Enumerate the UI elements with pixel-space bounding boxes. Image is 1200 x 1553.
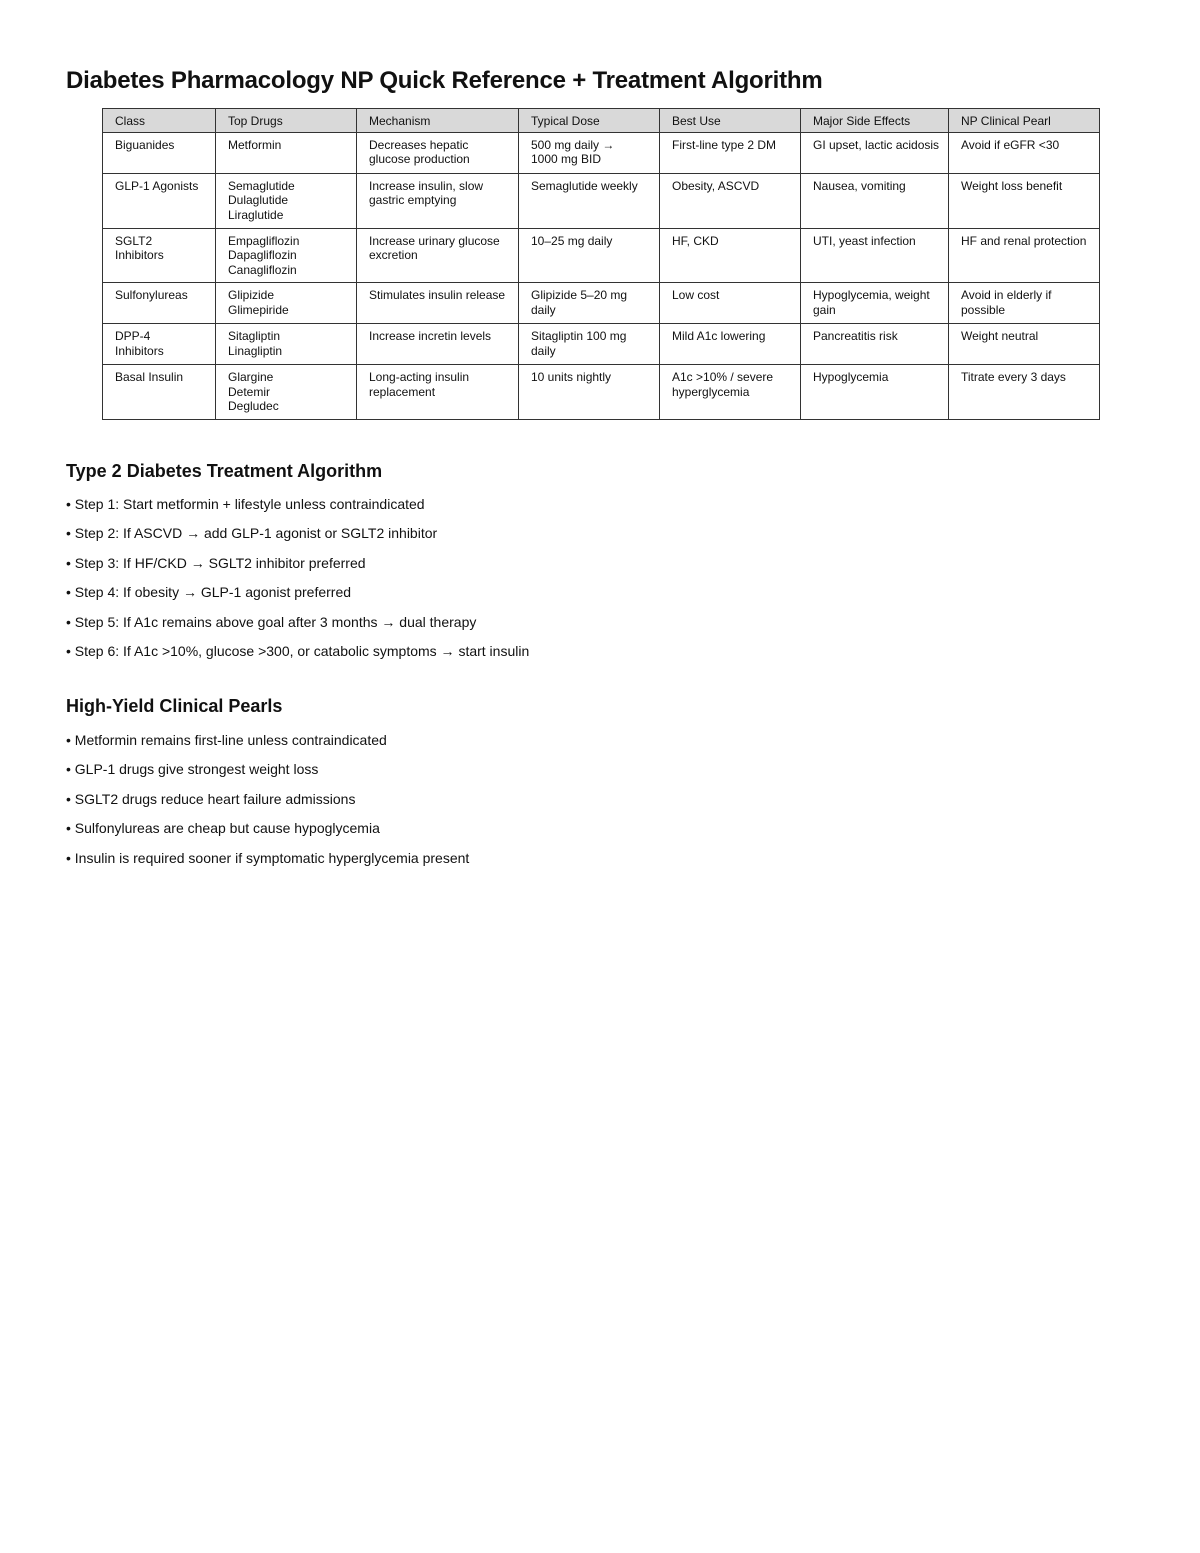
- pearl-item: • GLP-1 drugs give strongest weight loss: [66, 761, 319, 778]
- cell-clinical-pearl: Weight neutral: [949, 324, 1100, 365]
- cell-clinical-pearl: Weight loss benefit: [949, 173, 1100, 228]
- pearls-heading: High-Yield Clinical Pearls: [66, 696, 283, 716]
- cell-mechanism: Increase incretin levels: [357, 324, 519, 365]
- cell-typical-dose: Sitagliptin 100 mg daily: [519, 324, 660, 365]
- cell-clinical-pearl: Avoid in elderly if possible: [949, 283, 1100, 324]
- table-row: [103, 132, 1100, 173]
- cell-top-drugs: Glipizide Glimepiride: [216, 283, 357, 324]
- table-row: [103, 228, 1100, 283]
- cell-top-drugs: Semaglutide Dulaglutide Liraglutide: [216, 173, 357, 228]
- cell-class: Biguanides: [103, 132, 216, 173]
- cell-class: GLP-1 Agonists: [103, 173, 216, 228]
- pearls-list: [66, 731, 469, 878]
- cell-typical-dose: 10 units nightly: [519, 365, 660, 420]
- cell-mechanism: Increase insulin, slow gastric emptying: [357, 173, 519, 228]
- cell-top-drugs: Glargine Detemir Degludec: [216, 365, 357, 420]
- cell-best-use: First-line type 2 DM: [660, 132, 801, 173]
- cell-side-effects: Hypoglycemia: [801, 365, 949, 420]
- pearl-item: • Insulin is required sooner if symptomatic hyperglycemia present: [66, 849, 470, 866]
- cell-side-effects: Hypoglycemia, weight gain: [801, 283, 949, 324]
- cell-mechanism: Stimulates insulin release: [357, 283, 519, 324]
- cell-mechanism: Decreases hepatic glucose production: [357, 132, 519, 173]
- cell-class: SGLT2 Inhibitors: [103, 228, 216, 283]
- table-row: [103, 283, 1100, 324]
- cell-mechanism: Increase urinary glucose excretion: [357, 228, 519, 283]
- header-mechanism: Mechanism: [357, 109, 519, 133]
- cell-top-drugs: Metformin: [216, 132, 357, 173]
- cell-typical-dose: 500 mg daily → 1000 mg BID: [519, 132, 660, 173]
- algorithm-step: • Step 3: If HF/CKD → SGLT2 inhibitor preferred: [66, 554, 366, 571]
- algorithm-step: • Step 4: If obesity → GLP-1 agonist preferred: [66, 584, 352, 601]
- document-title: Diabetes Pharmacology NP Quick Reference + Treatment Algorithm: [66, 67, 823, 94]
- header-side-effects: Major Side Effects: [801, 109, 949, 133]
- algorithm-step: • Step 5: If A1c remains above goal after 3 months → dual therapy: [66, 613, 477, 630]
- algorithm-step: • Step 6: If A1c >10%, glucose >300, or catabolic symptoms → start insulin: [66, 642, 530, 659]
- cell-top-drugs: Sitagliptin Linagliptin: [216, 324, 357, 365]
- cell-best-use: Low cost: [660, 283, 801, 324]
- cell-clinical-pearl: Titrate every 3 days: [949, 365, 1100, 420]
- cell-class: Basal Insulin: [103, 365, 216, 420]
- pearl-item: • SGLT2 drugs reduce heart failure admissions: [66, 790, 356, 807]
- header-top-drugs: Top Drugs: [216, 109, 357, 133]
- cell-side-effects: GI upset, lactic acidosis: [801, 132, 949, 173]
- cell-best-use: Mild A1c lowering: [660, 324, 801, 365]
- algorithm-heading: Type 2 Diabetes Treatment Algorithm: [66, 461, 383, 481]
- cell-side-effects: UTI, yeast infection: [801, 228, 949, 283]
- table-header-row: [103, 109, 1100, 133]
- cell-mechanism: Long-acting insulin replacement: [357, 365, 519, 420]
- pearl-item: • Sulfonylureas are cheap but cause hypoglycemia: [66, 820, 380, 837]
- cell-typical-dose: Semaglutide weekly: [519, 173, 660, 228]
- cell-best-use: A1c >10% / severe hyperglycemia: [660, 365, 801, 420]
- header-class: Class: [103, 109, 216, 133]
- pearl-item: • Metformin remains first-line unless contraindicated: [66, 732, 387, 748]
- algorithm-step: • Step 2: If ASCVD → add GLP-1 agonist or SGLT2 inhibitor: [66, 525, 438, 542]
- drug-reference-table: [102, 108, 1100, 420]
- cell-typical-dose: Glipizide 5–20 mg daily: [519, 283, 660, 324]
- table-row: [103, 365, 1100, 420]
- cell-typical-dose: 10–25 mg daily: [519, 228, 660, 283]
- cell-class: DPP-4 Inhibitors: [103, 324, 216, 365]
- algorithm-step: • Step 1: Start metformin + lifestyle unless contraindicated: [66, 496, 425, 512]
- cell-best-use: HF, CKD: [660, 228, 801, 283]
- cell-clinical-pearl: Avoid if eGFR <30: [949, 132, 1100, 173]
- table-row: [103, 173, 1100, 228]
- cell-side-effects: Pancreatitis risk: [801, 324, 949, 365]
- cell-best-use: Obesity, ASCVD: [660, 173, 801, 228]
- cell-top-drugs: Empagliflozin Dapagliflozin Canagliflozin: [216, 228, 357, 283]
- table-row: [103, 324, 1100, 365]
- cell-side-effects: Nausea, vomiting: [801, 173, 949, 228]
- header-clinical-pearl: NP Clinical Pearl: [949, 109, 1100, 133]
- cell-class: Sulfonylureas: [103, 283, 216, 324]
- header-typical-dose: Typical Dose: [519, 109, 660, 133]
- algorithm-step-list: [66, 495, 529, 671]
- header-best-use: Best Use: [660, 109, 801, 133]
- cell-clinical-pearl: HF and renal protection: [949, 228, 1100, 283]
